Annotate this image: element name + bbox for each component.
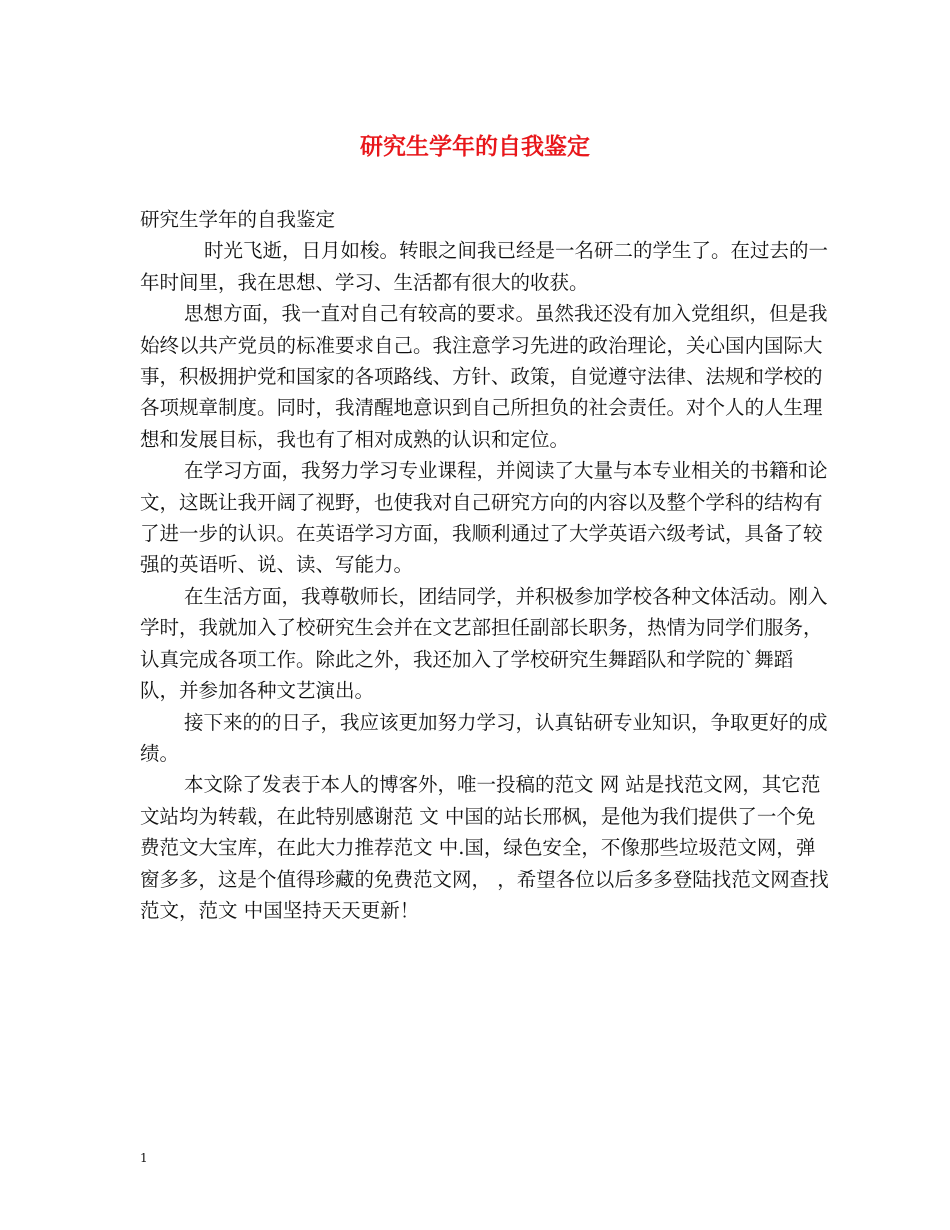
paragraph-thought: 思想方面，我一直对自己有较高的要求。虽然我还没有加入党组织，但是我始终以共产党员的标准要求自己。我注意学习先进的政治理论，关心国内国际大事，积极拥护党和国家的各项路线、方针、政策，自觉遵守法律、法规和学校的各项规章制度。同时，我清醒地意识到自己所担负的社会责任。对个人的人生理想和发展目标，我也有了相对成熟的认识和定位。 — [140, 302, 828, 451]
document-title: 研究生学年的自我鉴定 — [360, 133, 590, 160]
paragraph-life: 在生活方面，我尊敬师长，团结同学，并积极参加学校各种文体活动。刚入学时，我就加入了校研究生会并在文艺部担任副部长职务，热情为同学们服务，认真完成各项工作。除此之外，我还加入了学校研究生舞蹈队和学院的`舞蹈队，并参加各种文艺演出。 — [140, 584, 828, 703]
paragraph-future: 接下来的的日子，我应该更加努力学习，认真钻研专业知识，争取更好的成绩。 — [140, 710, 828, 765]
document-body — [140, 204, 830, 926]
document-subtitle: 研究生学年的自我鉴定 — [140, 208, 336, 231]
paragraph-intro: 时光飞逝，日月如梭。转眼之间我已经是一名研二的学生了。在过去的一年时间里，我在思想、学习、生活都有很大的收获。 — [140, 239, 829, 294]
paragraph-study: 在学习方面，我努力学习专业课程，并阅读了大量与本专业相关的书籍和论文，这既让我开阔了视野，也使我对自己研究方向的内容以及整个学科的结构有了进一步的认识。在英语学习方面，我顺利通过了大学英语六级考试，具备了较强的英语听、说、读、写能力。 — [140, 459, 828, 577]
page-number: 1 — [140, 1151, 148, 1165]
paragraph-notice: 本文除了发表于本人的博客外，唯一投稿的范文 网 站是找范文网，其它范文站均为转载，在此特别感谢范 文 中国的站长邢枫，是他为我们提供了一个免费范文大宝库，在此大力推荐范文 中.国，绿色安全，不像那些垃圾范文网，弹窗多多，这是个值得珍藏的免费范文网， ，希望各位以后多多登陆找范文网查找范文，范文 中国坚持天天更新！ — [140, 773, 829, 922]
